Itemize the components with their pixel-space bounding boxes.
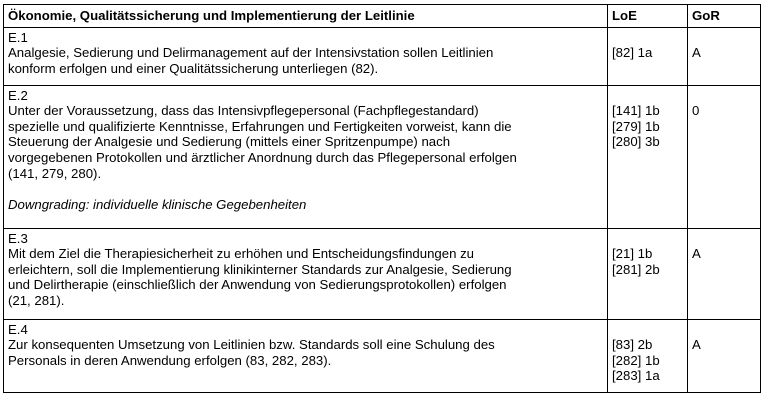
recommendation-text: Unter der Voraussetzung, dass das Intensivpflegepersonal (Fachpflegestandard) spezielle und qualifizierte Kenntnisse, Erfahrungen und Fertigkeiten vorweist, kann die Steuerung der Analgesie und Sedierung (mittels einer Spritzenpumpe) nach vorgegebenen Protokollen und ärztlicher Anordnung durch das Pflegepersonal erfolgen (141, 279, 280). [8,103,517,181]
table-header-row [4,5,761,28]
loe-item: [281] 2b [612,261,660,277]
loe-item: [83] 2b [612,337,653,353]
loe-item: [283] 1a [612,368,660,384]
gor-value: 0 [692,103,700,119]
recommendation-cell [4,85,608,228]
loe-item: [141] 1b [612,103,660,119]
table-row [4,85,761,228]
recommendation-id: E.2 [8,87,28,103]
table-row [4,27,761,85]
recommendation-id: E.4 [8,321,28,337]
recommendation-cell [4,319,608,392]
loe-item: [82] 1a [612,45,653,61]
loe-list [612,103,683,150]
loe-item: [282] 1b [612,352,660,368]
table-row [4,228,761,319]
header-loe: LoE [608,5,688,28]
loe-item: [280] 3b [612,134,660,150]
gor-value: A [692,337,701,353]
header-section-title: Ökonomie, Qualitätssicherung und Implementierung der Leitlinie [4,5,608,28]
header-gor: GoR [688,5,761,28]
gor-cell [688,319,761,392]
gor-value: A [692,246,701,262]
gor-cell [688,27,761,85]
loe-cell [608,85,688,228]
downgrading-note: Downgrading: individuelle klinische Gegebenheiten [8,196,307,212]
recommendation-cell [4,27,608,85]
recommendation-id: E.3 [8,230,28,246]
loe-list [612,337,683,384]
recommendation-text: Mit dem Ziel die Therapiesicherheit zu erhöhen und Entscheidungsfindungen zu erleichtern, soll die Implementierung klinikinterner Standards zur Analgesie, Sedierung und Delirtherapie (einschließlich der Anwendung von Sedierungsprotokollen) erfolgen (21, 281). [8,246,512,308]
gor-value: A [692,45,701,61]
loe-cell [608,319,688,392]
recommendation-text: Zur konsequenten Umsetzung von Leitlinien bzw. Standards soll eine Schulung des Personals in deren Anwendung erfolgen (83, 282, 283). [8,337,495,368]
loe-cell [608,27,688,85]
guideline-table [3,4,761,393]
gor-cell [688,85,761,228]
loe-item: [279] 1b [612,118,660,134]
loe-item: [21] 1b [612,246,653,262]
recommendation-cell [4,228,608,319]
loe-list [612,45,683,61]
loe-cell [608,228,688,319]
gor-cell [688,228,761,319]
table-row [4,319,761,392]
recommendation-text: Analgesie, Sedierung und Delirmanagement auf der Intensivstation sollen Leitlinien konform erfolgen und einer Qualitätssicherung unterliegen (82). [8,45,494,76]
loe-list [612,246,683,277]
recommendation-id: E.1 [8,29,28,45]
